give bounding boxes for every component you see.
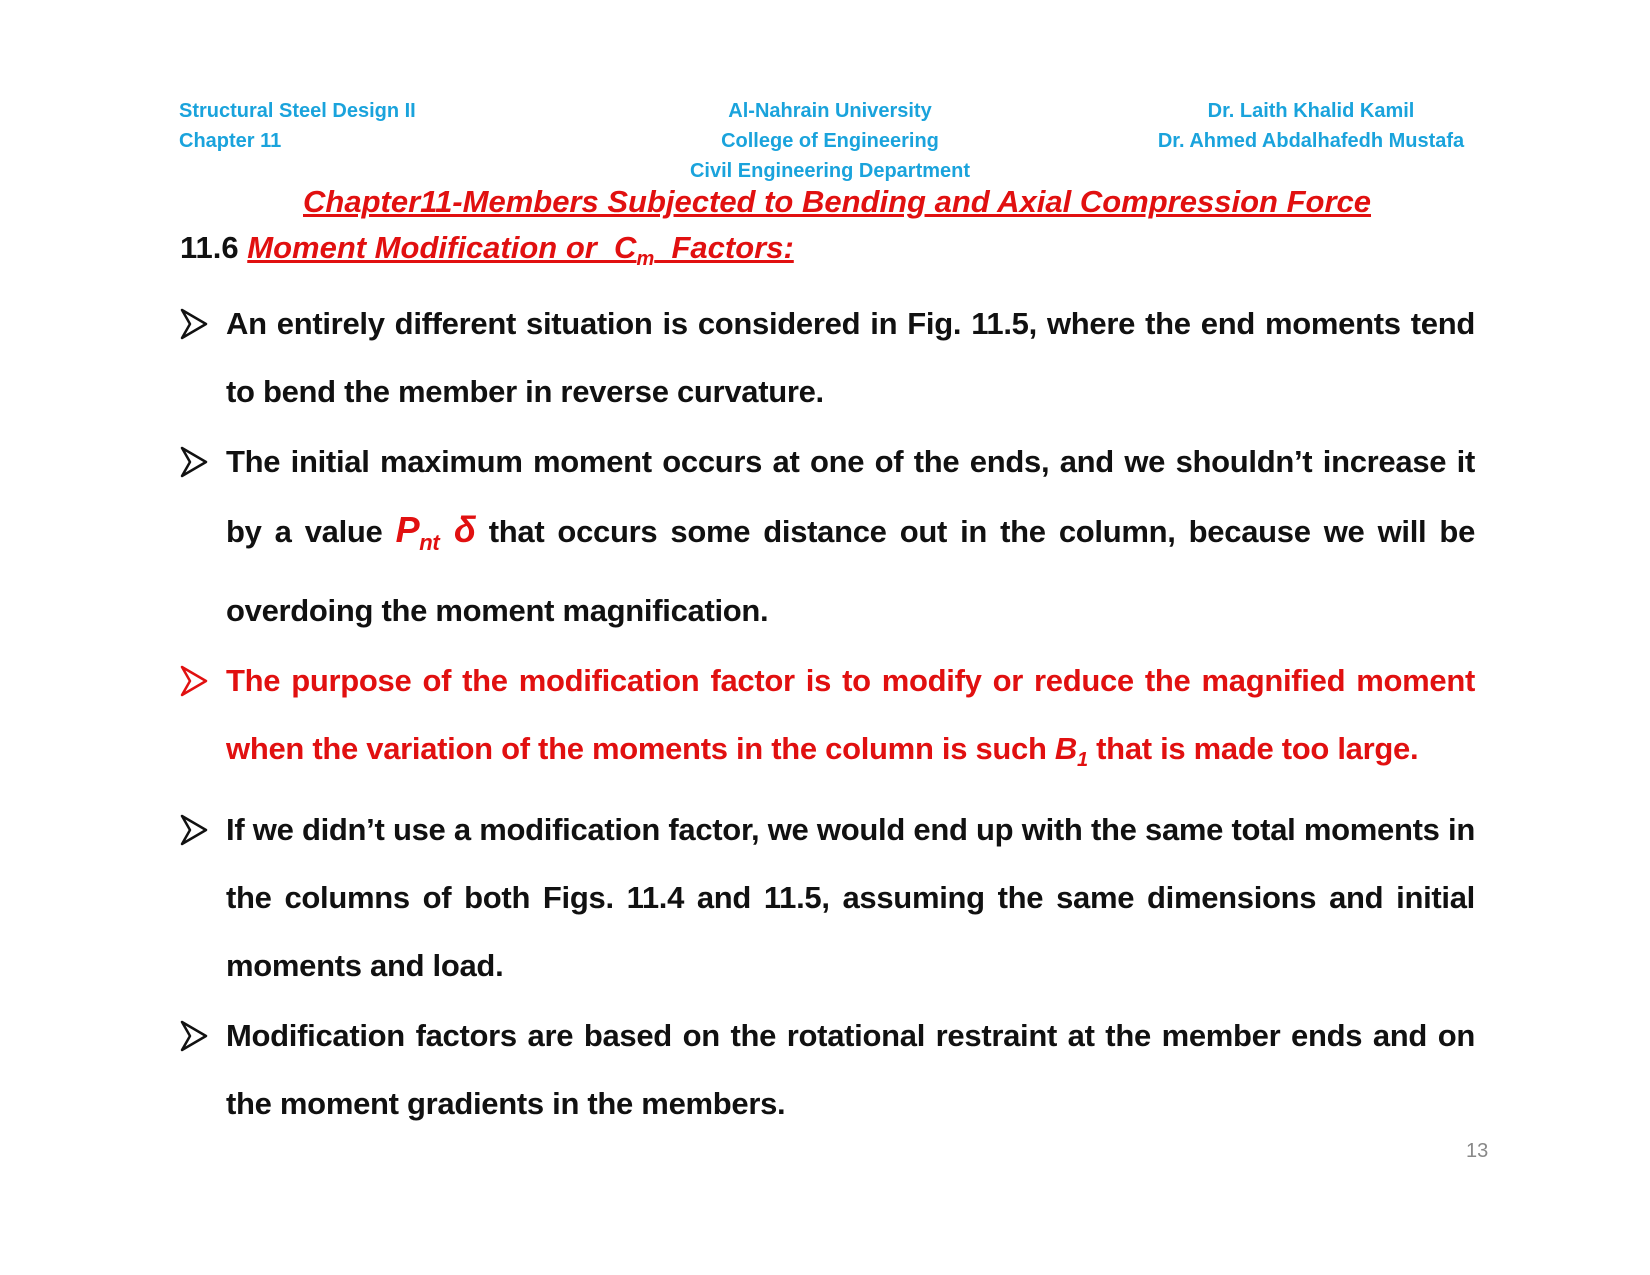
header-center [580,96,1080,186]
author-2: Dr. Ahmed Abdalhafedh Mustafa [1157,130,1465,152]
section-heading [180,230,794,271]
page-number: 13 [1466,1140,1489,1162]
section-title-subscript: m [636,248,655,271]
author-1: Dr. Laith Khalid Kamil [1207,100,1415,122]
math-symbol: P [395,509,420,550]
bullet-text: Modification factors are based on the rotational restraint at the member ends and on the moment gradients in the members. [226,1018,1475,1122]
bullet-item-highlight [180,647,1475,794]
bullet-item [180,428,1475,645]
pnt-delta-expression [395,509,476,556]
bullet-text-part: that occurs some distance out in the column, because we will be overdoing the moment magnification. [226,514,1476,629]
bullet-text: If we didn’t use a modification factor, we would end up with the same total moments in the columns of both Figs. 11.4 and 11.5, assuming the same dimensions and initial moments and load. [226,812,1475,984]
college-name: College of Engineering [721,130,939,152]
section-title-part-b: Factors: [654,230,794,265]
university-name: Al-Nahrain University [728,100,932,122]
arrow-bullet-icon [180,661,208,701]
section-number: 11.6 [180,230,239,265]
bullet-text-part: that is made too large. [1087,731,1419,767]
arrow-bullet-icon [180,1016,208,1056]
header-right [1120,96,1502,156]
header-left [179,96,416,156]
arrow-bullet-icon [180,442,208,482]
arrow-bullet-icon [180,304,208,344]
department-name: Civil Engineering Department [689,160,971,182]
bullet-item [180,796,1475,1000]
section-title [247,230,794,271]
bullet-text-part: The purpose of the modification factor is to modify or reduce the magnified moment when the variation of the moments in the column is such [226,663,1475,767]
bullet-text-part: The initial maximum moment occurs at one of the ends, and we shouldn’t increase it by a value [226,444,1475,549]
chapter-label: Chapter 11 [179,130,282,152]
section-title-part-a: Moment Modification or C [247,230,637,265]
bullet-item [180,1002,1475,1138]
arrow-bullet-icon [180,810,208,850]
bullet-text: An entirely different situation is considered in Fig. 11.5, where the end moments tend to bend the member in reverse curvature. [226,306,1475,409]
math-subscript: nt [419,530,440,556]
math-delta: δ [439,509,476,550]
bullet-item [180,290,1475,426]
bullet-text [226,428,1475,645]
math-symbol: B [1054,731,1078,767]
course-title: Structural Steel Design II [179,100,416,122]
chapter-title: Chapter11-Members Subjected to Bending and Axial Compression Force [303,184,1371,219]
bullet-text [226,647,1475,794]
b1-symbol [1054,731,1088,772]
bullet-list [180,290,1475,1140]
math-subscript: 1 [1077,749,1088,772]
